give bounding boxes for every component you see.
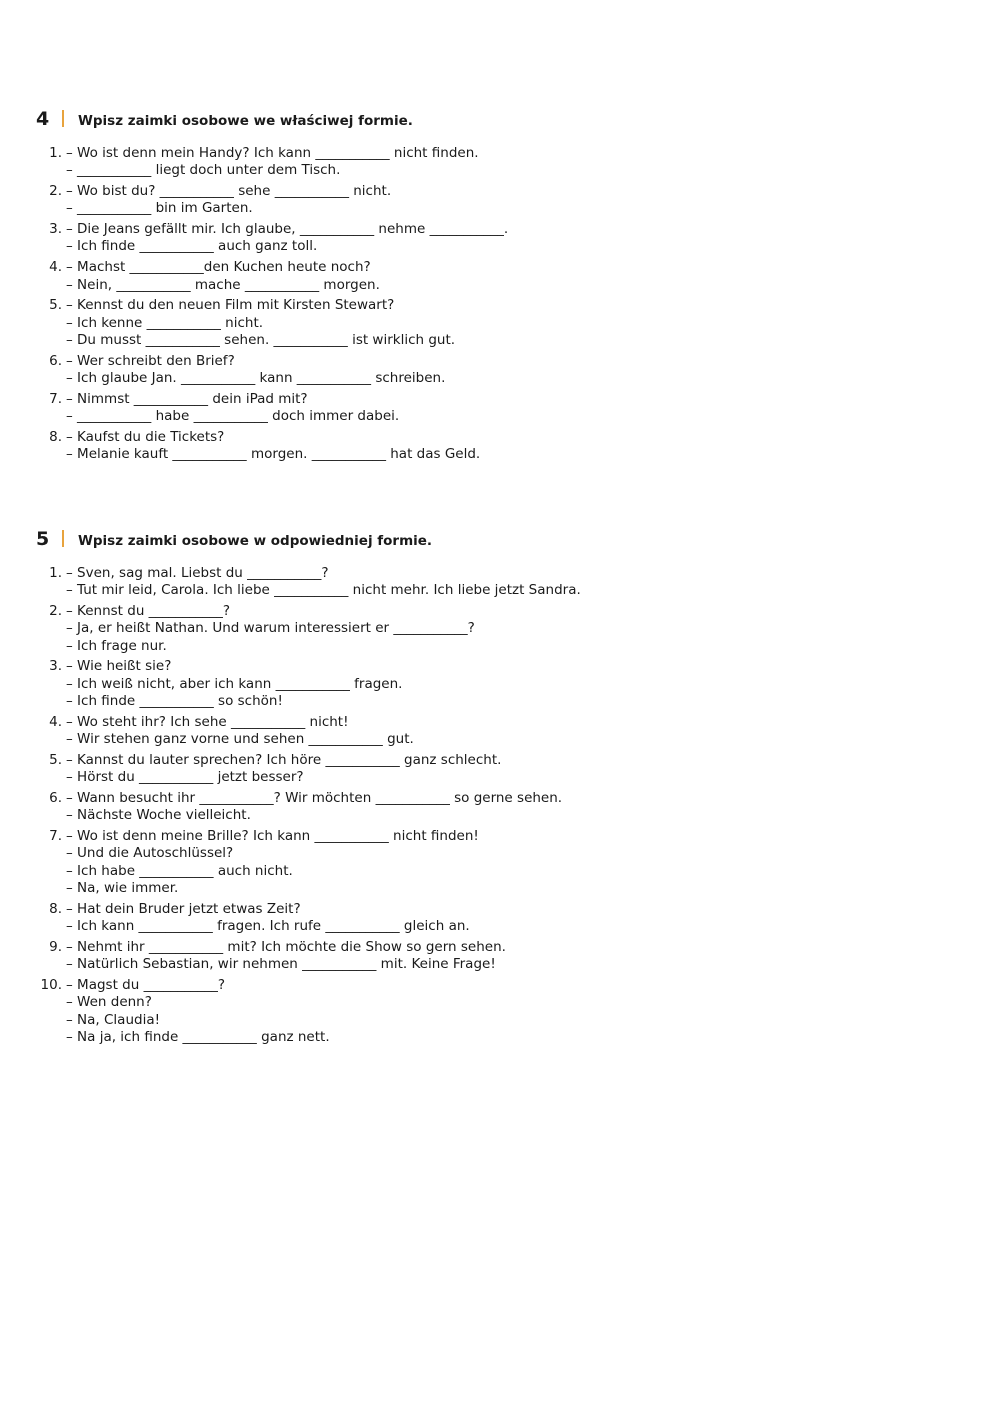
item-number: 4.	[49, 713, 62, 730]
list-item	[36, 603, 956, 655]
item-lines	[66, 714, 414, 749]
dialogue-line: – Wann besucht ihr ___________? Wir möchten ___________ so gerne sehen.	[66, 790, 563, 807]
dialogue-line: – Hörst du ___________ jetzt besser?	[66, 769, 304, 786]
item-number: 1.	[49, 565, 62, 581]
dialogue-line: – Wo bist du? ___________ sehe ___________ nicht.	[66, 183, 392, 200]
list-item	[36, 297, 956, 349]
item-number: 10.	[40, 977, 62, 994]
item-number: 3.	[49, 658, 62, 675]
dialogue-line: – ___________ liegt doch unter dem Tisch.	[66, 162, 341, 179]
list-item	[36, 221, 956, 256]
exercise-number: 4	[36, 108, 50, 130]
item-number: 8.	[49, 900, 62, 917]
list-item	[36, 790, 956, 825]
list-item	[36, 429, 956, 464]
dialogue-line: – Natürlich Sebastian, wir nehmen ___________ mit. Keine Frage!	[66, 956, 496, 973]
exercise-4	[36, 108, 956, 467]
dialogue-line: – Melanie kauft ___________ morgen. ___________ hat das Geld.	[66, 446, 481, 463]
list-item	[36, 658, 956, 710]
item-number: 3.	[49, 221, 62, 238]
dialogue-line: – Kennst du ___________?	[66, 603, 231, 620]
dialogue-line: – Machst ___________den Kuchen heute noch?	[66, 259, 371, 276]
dialogue-line: – Wo steht ihr? Ich sehe ___________ nicht!	[66, 713, 349, 730]
dialogue-line: – Magst du ___________?	[66, 977, 225, 994]
dialogue-line: – Ich habe ___________ auch nicht.	[66, 862, 293, 879]
item-number: 6.	[49, 352, 62, 369]
dialogue-line: – Wer schreibt den Brief?	[66, 352, 235, 369]
item-lines	[66, 565, 581, 600]
dialogue-line: – Die Jeans gefällt mir. Ich glaube, ___________ nehme ___________.	[66, 221, 509, 238]
list-item	[36, 939, 956, 974]
exercise-items	[36, 145, 956, 464]
dialogue-line: – Na, wie immer.	[66, 880, 179, 897]
dialogue-line: – Wo ist denn mein Handy? Ich kann ___________ nicht finden.	[66, 145, 479, 161]
dialogue-line: – Ich finde ___________ so schön!	[66, 693, 283, 710]
item-lines	[66, 977, 330, 1046]
item-lines	[66, 183, 391, 218]
item-lines	[66, 297, 455, 349]
dialogue-line: – Nächste Woche vielleicht.	[66, 807, 251, 824]
exercise-items	[36, 565, 956, 1046]
item-number: 5.	[49, 751, 62, 768]
item-number: 5.	[49, 297, 62, 314]
list-item	[36, 565, 956, 600]
dialogue-line: – Ich weiß nicht, aber ich kann ___________ fragen.	[66, 675, 403, 692]
item-lines	[66, 221, 508, 256]
dialogue-line: – Sven, sag mal. Liebst du ___________?	[66, 565, 329, 581]
item-number: 1.	[49, 145, 62, 161]
dialogue-line: – Wie heißt sie?	[66, 658, 172, 675]
dialogue-line: – Du musst ___________ sehen. ___________ ist wirklich gut.	[66, 331, 456, 348]
dialogue-line: – Und die Autoschlüssel?	[66, 845, 234, 862]
list-item	[36, 145, 956, 180]
list-item	[36, 977, 956, 1046]
dialogue-line: – Nimmst ___________ dein iPad mit?	[66, 390, 308, 407]
item-lines	[66, 353, 445, 388]
list-item	[36, 353, 956, 388]
dialogue-line: – Kennst du den neuen Film mit Kirsten Stewart?	[66, 297, 395, 314]
dialogue-line: – Ich finde ___________ auch ganz toll.	[66, 238, 318, 255]
list-item	[36, 828, 956, 897]
exercise-number: 5	[36, 528, 50, 550]
item-number: 2.	[49, 603, 62, 620]
dialogue-line: – ___________ bin im Garten.	[66, 200, 253, 217]
item-lines	[66, 603, 475, 655]
item-lines	[66, 790, 562, 825]
exercise-5	[36, 528, 956, 1050]
dialogue-line: – Kaufst du die Tickets?	[66, 428, 225, 445]
dialogue-line: – Hat dein Bruder jetzt etwas Zeit?	[66, 900, 301, 917]
dialogue-line: – Wen denn?	[66, 994, 152, 1011]
exercise-header	[36, 108, 956, 134]
dialogue-line: – ___________ habe ___________ doch immer dabei.	[66, 408, 400, 425]
list-item	[36, 183, 956, 218]
item-lines	[66, 259, 380, 294]
item-lines	[66, 939, 506, 974]
item-lines	[66, 429, 480, 464]
header-divider	[62, 530, 64, 547]
header-divider	[62, 110, 64, 127]
item-lines	[66, 901, 470, 936]
item-lines	[66, 658, 402, 710]
list-item	[36, 259, 956, 294]
list-item	[36, 714, 956, 749]
item-lines	[66, 145, 479, 180]
item-number: 4.	[49, 259, 62, 276]
exercise-title: Wpisz zaimki osobowe we właściwej formie.	[78, 113, 413, 129]
exercise-header	[36, 528, 956, 554]
list-item	[36, 391, 956, 426]
item-number: 9.	[49, 938, 62, 955]
dialogue-line: – Na, Claudia!	[66, 1011, 161, 1028]
dialogue-line: – Na ja, ich finde ___________ ganz nett.	[66, 1028, 330, 1045]
item-number: 7.	[49, 828, 62, 845]
item-number: 2.	[49, 183, 62, 200]
dialogue-line: – Tut mir leid, Carola. Ich liebe ___________ nicht mehr. Ich liebe jetzt Sandra.	[66, 582, 581, 599]
dialogue-line: – Ja, er heißt Nathan. Und warum interessiert er ___________?	[66, 620, 475, 637]
list-item	[36, 752, 956, 787]
item-number: 7.	[49, 390, 62, 407]
dialogue-line: – Nein, ___________ mache ___________ morgen.	[66, 276, 380, 293]
item-lines	[66, 752, 501, 787]
dialogue-line: – Wir stehen ganz vorne und sehen ___________ gut.	[66, 731, 414, 748]
dialogue-line: – Wo ist denn meine Brille? Ich kann ___________ nicht finden!	[66, 828, 479, 845]
dialogue-line: – Ich glaube Jan. ___________ kann ___________ schreiben.	[66, 370, 446, 387]
item-lines	[66, 828, 479, 897]
item-number: 8.	[49, 428, 62, 445]
dialogue-line: – Kannst du lauter sprechen? Ich höre ___________ ganz schlecht.	[66, 751, 502, 768]
item-lines	[66, 391, 399, 426]
dialogue-line: – Nehmt ihr ___________ mit? Ich möchte die Show so gern sehen.	[66, 938, 506, 955]
item-number: 6.	[49, 790, 62, 807]
list-item	[36, 901, 956, 936]
exercise-title: Wpisz zaimki osobowe w odpowiedniej formie.	[78, 533, 433, 549]
dialogue-line: – Ich kenne ___________ nicht.	[66, 314, 264, 331]
dialogue-line: – Ich kann ___________ fragen. Ich rufe ___________ gleich an.	[66, 918, 470, 935]
dialogue-line: – Ich frage nur.	[66, 637, 167, 654]
